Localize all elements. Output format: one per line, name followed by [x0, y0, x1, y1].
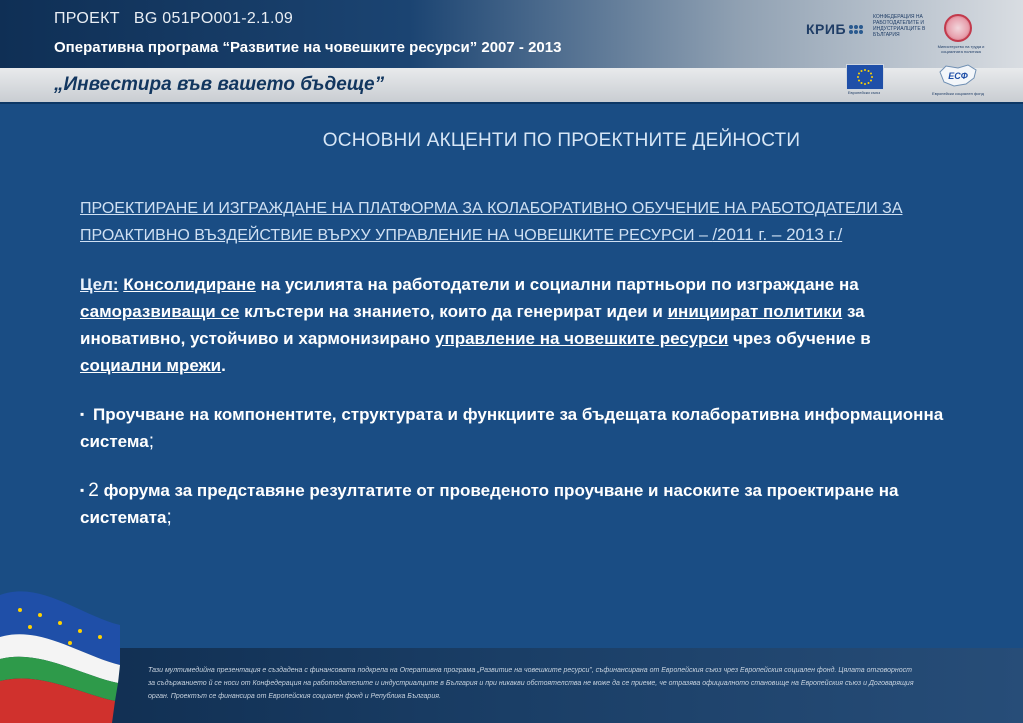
krib-logo	[806, 16, 870, 42]
footer-disclaimer: Тази мултимедийна презентация е създадена с финансовата подкрепа на Оперативна програма „Развитие на човешките ресурси”, съфинансирана от Европейския съюз чрез Европейския социален фонд. Цялата отговорност за съдържанието й се носи от Конфедерация на работодателите и индустриалците в България и при никакви обстоятелства не може да се приеме, че отразява официалното становище на Европейския съюз и Договарящия орган. Проектът се финансира от Европейския социален фонд и Република България.	[148, 667, 914, 700]
esf-logo-caption: Европейски социален фонд	[932, 91, 984, 96]
bulgarian-eu-flag-icon	[0, 585, 150, 723]
program-title: Оперативна програма “Развитие на човешките ресурси” 2007 - 2013	[54, 39, 562, 56]
bullet-icon: ▪	[80, 483, 85, 497]
goal-text-3: за иновативно, устойчиво и хармонизирано	[80, 302, 865, 348]
goal-term-social-networks: социални мрежи	[80, 356, 222, 375]
goal-text-2: клъстери на знанието, които да генерират идеи и	[239, 302, 668, 321]
activity-title-text: ПРОЕКТИРАНЕ И ИЗГРАЖДАНЕ НА ПЛАТФОРМА ЗА КОЛАБОРАТИВНО ОБУЧЕНИЕ НА РАБОТОДАТЕЛИ ЗА ПРОАКТИВНО ВЪЗДЕЙСТВИЕ ВЪРХУ УПРАВЛЕНИЕ НА ЧОВЕШКИТЕ РЕСУРСИ –	[80, 200, 903, 244]
confederation-logo-text: КОНФЕДЕРАЦИЯ НА РАБОТОДАТЕЛИТЕ И ИНДУСТРИАЛЦИТЕ В БЪЛГАРИЯ	[873, 14, 926, 38]
eu-flag-icon	[846, 64, 884, 90]
goal-label: Цел:	[80, 275, 119, 294]
content-body	[80, 196, 950, 531]
goal-text-4: чрез обучение в	[728, 329, 871, 348]
goal-term-hrm: управление на човешките ресурси	[435, 329, 729, 348]
goal-paragraph	[80, 271, 950, 379]
bullet-text: форума за представяне резултатите от проведеното проучване и насоките за проектиране на системата	[80, 481, 899, 527]
svg-text:ЕСФ: ЕСФ	[948, 71, 968, 81]
bullet-number: 2	[88, 480, 99, 501]
bullet-end: ;	[166, 507, 172, 528]
page-title: ОСНОВНИ АКЦЕНТИ ПО ПРОЕКТНИТЕ ДЕЙНОСТИ	[322, 130, 801, 151]
krib-logo-text: КРИБ	[806, 21, 847, 37]
goal-term-consolidation: Консолидиране	[123, 275, 256, 294]
ministry-emblem-icon	[944, 14, 972, 42]
goal-term-policies: инициират политики	[667, 302, 843, 321]
goal-text-1: на усилията на работодатели и социални партньори по изграждане на	[255, 275, 859, 294]
activity-title	[80, 196, 950, 249]
goal-term-self-developing: саморазвиващи се	[80, 302, 240, 321]
eu-flag-caption: Европейски съюз	[847, 90, 881, 95]
project-label: ПРОЕКТ	[54, 10, 120, 27]
slogan: „Инвестира във вашето бъдеще”	[54, 74, 385, 95]
goal-text-5: .	[221, 356, 226, 375]
bullet-text: Проучване на компонентите, структурата и функциите за бъдещата колаборативна информационна система	[80, 405, 944, 451]
bullet-item-study	[80, 401, 950, 455]
header-band	[0, 0, 1023, 68]
krib-dots-icon	[849, 25, 863, 34]
project-line	[54, 10, 293, 28]
bullet-end: ;	[148, 431, 155, 452]
project-code: BG 051PO001-2.1.09	[133, 10, 294, 27]
activity-dates: /2011 г. – 2013 г./	[712, 225, 843, 244]
ministry-emblem-caption: Министерство на труда и социалната политика	[937, 44, 985, 54]
bullet-icon: ▪	[80, 407, 85, 421]
bullet-item-forums	[80, 477, 950, 531]
esf-logo-icon	[936, 62, 980, 90]
